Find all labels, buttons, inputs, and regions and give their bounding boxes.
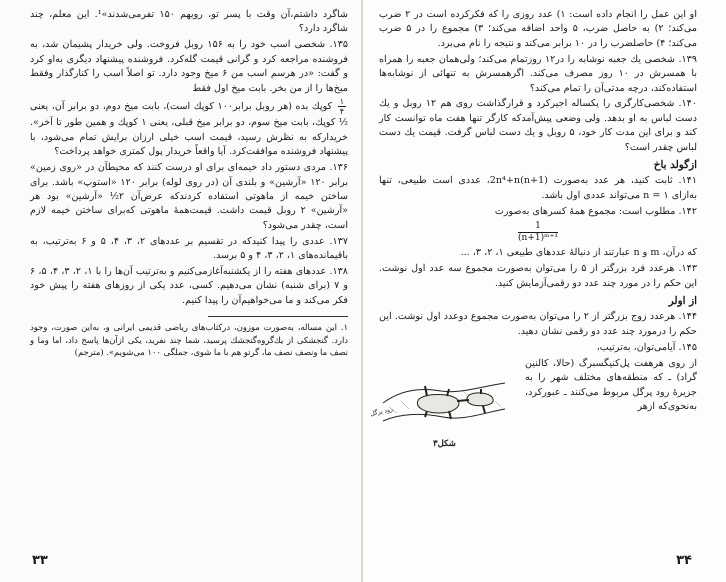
formula-denominator: (n+1)ᵐ⁺¹: [518, 233, 558, 244]
formula-fraction: [379, 221, 697, 244]
left-page-text: [30, 8, 348, 361]
river-label: رود پرگل: [369, 406, 394, 418]
problem-142: ۱۴۲. مطلوب است: مجموع همهٔ کسرهای به‌صورت: [494, 205, 697, 217]
problem-135-continued: [30, 97, 348, 159]
problem-137: ۱۳۷. عددی را پیدا کنیدکه در تقسیم بر عددهای ۲، ۳، ۴، ۵ و ۶ به‌ترتیب، به باقیمانده‌های ۱، ۲، ۳، ۴ و ۵ برسد.: [30, 235, 348, 262]
problem-140: ۱۴۰. شخصی‌کارگری را یکساله اجیرکرد و قرارگذاشت روی هم ۱۲ روبل و یك دست لباس به او بدهد. ولی وضعی پیش‌آمدکه کارگر تنها هفت ماه توانست کار کند و برای این مدت کار خود، ۵ روبل و یك دست لباس گرفت. قیمت یك دست لباس چقدر است؟: [379, 98, 697, 153]
figure-caption: شکل۳: [433, 439, 456, 450]
section-heading-euler: از اولر: [668, 294, 697, 307]
right-page-text: [369, 8, 697, 453]
fraction-denominator: ۴: [339, 107, 344, 117]
fraction-numerator: ۱: [339, 97, 344, 107]
problem-144: ۱۴۴. هرعدد زوج بزرگتر از ۲ را می‌توان به‌صورت مجموع دوعدد اول نوشت. این حکم را درمورد چند عدد دو رقمی نشان دهید.: [379, 311, 697, 337]
problem-135: ۱۳۵. شخصی اسب خود را به ۱۵۶ روبل فروخت. ولی خریدار پشیمان شد، به فروشنده مراجعه کرد و گرانی قیمت گله‌کرد. فروشنده پیشنهاد دیگری به‌او کرد و گفت: «در هرسم اسب من ۶ میخ وجود دارد. تو اصلاً اسب را کنارگذار وفقط میخ‌ها را از من بخر. بابت میخ اول فقط: [30, 39, 348, 94]
problem-136: ۱۳۶. مردی دستور داد خیمه‌ای برای او درست کنند که محیطآن در «روی زمین» برابر ۱۲۰ «آرشین» و بلندی آن (در روی لوله) برابر ۱۲۰ «استوپ» باشد. برای ساختن خیمه از ماهوتی استفاده کردندکه عرض‌آن ۲½ «آرشین» بود هر «آرشین» ۲ روبل قیمت داشت. قیمت‌همهٔ ماهوتی که‌برای ساختن خیمه لازم است، چقدر می‌شود؟: [30, 162, 349, 231]
page-number: ۳۳: [32, 553, 48, 568]
problem-143: ۱۴۳. هرعدد فرد بزرگتر از ۵ را می‌توان به‌صورت مجموع سه عدد اول نوشت. این حکم را در مورد چند عدد دو رقمی‌آزمایش کنید.: [379, 263, 697, 289]
problem-142-continued: که درآن، m و n عبارتند از دنبالهٔ عددهای طبیعی ۱، ۲، ۳، ...: [460, 247, 697, 259]
left-page: [0, 0, 362, 582]
section-heading-goldbach: ازگولد باخ: [653, 159, 697, 172]
paragraph-intro: شاگرد داشتم،آن وقت با پسر تو، رویهم ۱۵۰ تفرمی‌شدند»¹. این معلم، چند شاگرد دارد؟: [30, 9, 349, 35]
problem-145-text: از روی هرهفت پل‌کنیگسبرگ (حالا، کالنین گراد) ـ که منطقه‌های مختلف شهر را به جزیرهٔ رود پرگل مربوط می‌کنند ـ عبورکرد، به‌نحوی‌که ازهر: [525, 358, 697, 413]
problem-138: ۱۳۸. عددهای هفته را از یکشنبه‌آغازمی‌کنیم و به‌ترتیب آن‌ها را با ۱، ۲، ۳، ۴، ۵، ۶ و ۷ (برای شنبه) نشان می‌دهیم. کسی، عدد یکی از روزهای هفته را پیش خود فکر می‌کند و ما می‌خواهیم‌آن را پیدا کنیم.: [30, 266, 349, 306]
page-number: ۳۴: [676, 553, 692, 568]
fraction-quarter: [338, 97, 346, 116]
right-page: [363, 0, 726, 582]
formula: [518, 221, 558, 244]
problem-141: ۱۴۱. ثابت کنید، هر عدد به‌صورت 2n⁴+n(n+1)، عددی است طبیعی، تنها به‌ازای n = ۱ می‌تواند عددی اول باشد.: [379, 175, 697, 201]
figure-block: [369, 357, 697, 453]
footnote-divider: [208, 316, 348, 317]
paragraph-intro: او این عمل را انجام داده است: ۱) عدد روزی را که فکرکرده است در ۲ ضرب می‌کند؛ ۲) به حاصل ضرب، ۵ واحد اضافه می‌کند؛ ۳) مجموع را در ۵ ضرب می‌کند؛ ۴) حاصلضرب را در ۱۰ برابر می‌کند و نتیجه را نام می‌برد.: [379, 9, 697, 49]
footnote: ۱. این مساله، به‌صورت موزون، درکتاب‌های ریاضی قدیمی ایرانی و، به‌این صورت، وجود دارد. گنجشکی از یك‌گروه‌گنجشك پرسید، شما چند نفرید، یکی ازآن‌ها پاسخ داد، اما وما و نصف ما ونصف نصف ما، گرتو هم با ما شوی، جملگی ۱۰۰ می‌شویم». (مترجم): [30, 322, 348, 358]
problem-145: ۱۴۵. آیامی‌توان، به‌ترتیب،: [596, 341, 697, 353]
formula-numerator: 1: [518, 221, 558, 233]
problem-139: ۱۳۹. شخصی یك جعبه نوشابه را در۱۲ روزتمام می‌کند؛ ولی‌همان جعبه را همراه با همسرش در ۱۰ روز مصرف می‌کند. اگرهمسرش به تنهائی از نوشابه‌ها استفاده‌کند، درچه مدتی‌آن را تمام می‌کند؟: [379, 53, 697, 94]
problem-135-text: کوپك بده (هر روبل برابر۱۰۰ کوپك است)، بابت میخ دوم، دو برابر آن، یعنی ¹⁄₂ کوپك، بابت میخ سوم، دو برابر میخ قبلی، یعنی ۱ کوپك و همین طور تا آخر». خریدارکه به نظرش رسید، قیمت اسب خیلی ارزان برایش تمام می‌شود، با پیشنهاد فروشنده موافقت‌کرد. آیا واقعاً خریدار پول کمتری خواهد پرداخت؟: [30, 101, 349, 158]
